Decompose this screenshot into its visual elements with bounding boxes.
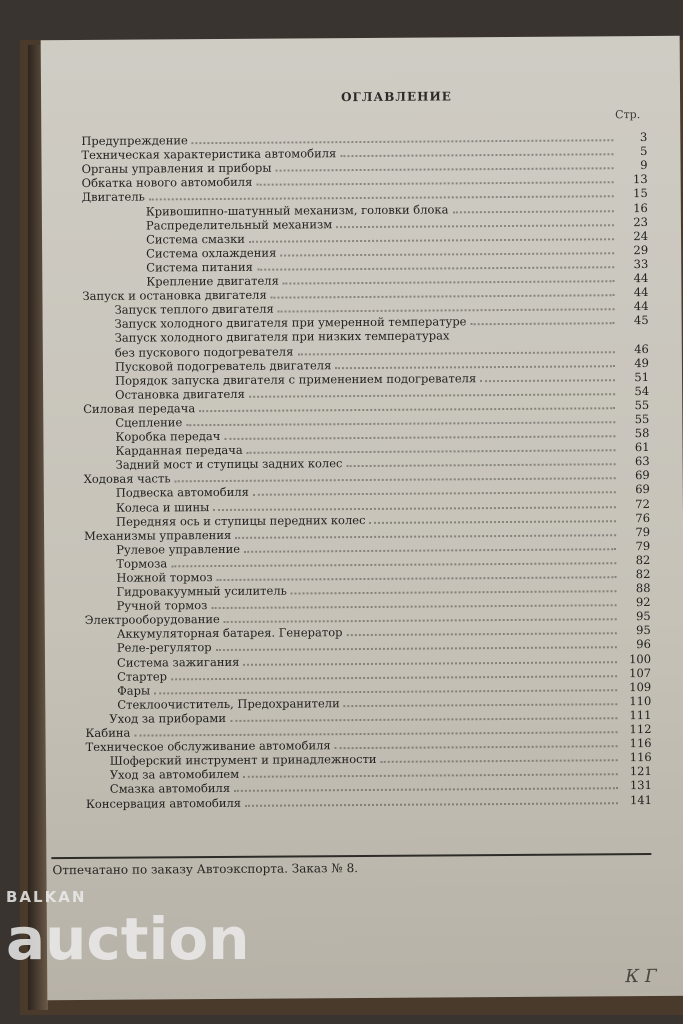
toc-entry-title: Система охлаждения: [146, 245, 277, 261]
imprint-note: Отпечатано по заказу Автоэкспорта. Заказ № 8.: [52, 861, 359, 878]
dot-leader: [154, 689, 617, 694]
dot-leader: [216, 647, 617, 652]
toc-entry-page: 92: [635, 595, 651, 610]
dot-leader: [149, 196, 614, 201]
toc-entry-title: Остановка двигателя: [115, 386, 245, 402]
dot-leader: [175, 478, 616, 483]
toc-entry-title: Ручной тормоз: [116, 598, 208, 613]
toc-entry-title: Техническая характеристика автомобиля: [81, 146, 337, 163]
toc-entry-page: 44: [633, 271, 649, 286]
toc-entry-page: 61: [634, 440, 650, 455]
dot-leader: [452, 210, 613, 213]
toc-entry-page: 51: [634, 369, 650, 384]
toc-entry-page: 109: [629, 679, 652, 694]
toc-entry-page: 111: [629, 707, 652, 723]
toc-entry-page: 82: [635, 566, 651, 582]
dot-leader: [235, 534, 616, 539]
toc-entry-page: 5: [640, 144, 648, 159]
toc-entry-title: Кривошипно-шатунный механизм, головки блока: [145, 201, 449, 219]
dot-leader: [234, 788, 618, 793]
toc-entry-title: Обкатка нового автомобиля: [81, 175, 253, 191]
toc-entry-page: 44: [633, 299, 649, 314]
dot-leader: [230, 717, 617, 722]
toc-entry-page: 46: [634, 341, 649, 356]
dot-leader: [224, 435, 615, 440]
toc-entry-title: Шоферский инструмент и принадлежности: [109, 752, 377, 768]
toc-entry-title: Порядок запуска двигателя с применением подогревателя: [114, 370, 477, 388]
toc-entry-title: Электрооборудование: [84, 612, 220, 628]
toc-entry-page: 76: [635, 510, 651, 525]
dot-leader: [335, 745, 618, 749]
toc-entry-title: Запуск холодного двигателя при умеренной температуре: [114, 314, 467, 332]
toc-entry-page: 95: [636, 609, 651, 624]
page-column-label: Стр.: [615, 108, 641, 122]
toc-entry-title: Предупреждение: [81, 133, 188, 149]
toc-entry-page: 96: [636, 637, 651, 652]
watermark-line2: auction: [6, 905, 250, 973]
dot-leader: [247, 449, 616, 454]
toc-entry-title: Уход за приборами: [109, 710, 227, 726]
dot-leader: [257, 266, 614, 270]
toc-entry-page: 16: [633, 200, 648, 215]
dot-leader: [199, 407, 615, 412]
dot-leader: [224, 619, 617, 624]
book-page: [41, 36, 683, 1000]
dot-leader: [278, 308, 615, 312]
toc-entry-page: 116: [629, 750, 652, 765]
toc-entry-page: 88: [635, 581, 651, 596]
toc-entry-page: 9: [640, 158, 648, 173]
dot-leader: [211, 604, 616, 609]
dot-leader: [280, 252, 614, 256]
toc-entry-title: Техническое обслуживание автомобиля: [85, 738, 331, 755]
toc-entry-page: 55: [634, 411, 650, 427]
toc-entry-title: Реле-регулятор: [116, 640, 212, 656]
dot-leader: [291, 590, 617, 594]
toc-entry-title: Коробка передач: [115, 429, 221, 444]
dot-leader: [256, 182, 613, 186]
dot-leader: [171, 562, 616, 567]
toc-entry-title: Распределительный механизм: [145, 216, 333, 233]
dot-leader: [271, 294, 615, 298]
toc-entry-page: 54: [634, 383, 650, 398]
dot-leader: [470, 323, 614, 326]
toc-entry-page: 95: [636, 623, 651, 638]
toc-entry-title: Фары: [117, 683, 151, 698]
toc-entry-title: Система смазки: [145, 231, 246, 247]
toc-entry-page: 44: [633, 285, 649, 300]
dot-leader: [192, 139, 614, 144]
table-of-contents: [81, 130, 652, 810]
toc-entry-title: Стеклоочиститель, Предохранители: [117, 696, 340, 712]
toc-entry-title: Ножной тормоз: [116, 570, 213, 585]
dot-leader: [283, 280, 615, 284]
toc-entry-title: Подвеска автомобиля: [115, 485, 249, 501]
toc-entry-page: 121: [629, 764, 652, 779]
dot-leader: [186, 421, 615, 426]
dot-leader: [249, 393, 615, 398]
dot-leader: [249, 238, 614, 243]
toc-entry-title: Система питания: [146, 259, 253, 275]
toc-entry-title: Двигатель: [81, 189, 145, 205]
toc-entry-page: 100: [628, 651, 652, 666]
toc-entry-page: 45: [633, 313, 649, 328]
toc-entry-title: Тормоза: [116, 556, 168, 571]
toc-entry-page: 49: [634, 355, 649, 370]
toc-entry-page: 110: [629, 693, 652, 708]
toc-entry-title: Силовая передача: [83, 401, 196, 416]
toc-entry-page: 23: [633, 214, 648, 229]
toc-entry-title: Карданная передача: [115, 442, 243, 458]
toc-entry-title: Ходовая часть: [83, 471, 171, 487]
toc-entry-title: без пускового подогревателя: [114, 343, 294, 360]
toc-entry-page: 79: [635, 524, 651, 539]
toc-entry-title: Задний мост и ступицы задних колес: [115, 456, 343, 472]
toc-entry-page: 58: [634, 426, 650, 441]
dot-leader: [480, 379, 615, 382]
toc-entry-page: 15: [633, 186, 648, 201]
toc-entry-page: 112: [629, 722, 652, 737]
toc-entry-page: 33: [633, 256, 649, 272]
watermark-line1: BALKAN: [6, 888, 87, 906]
dot-leader: [369, 520, 616, 524]
toc-entry-title: Механизмы управления: [84, 527, 232, 543]
dot-leader: [340, 153, 613, 157]
dot-leader: [346, 463, 615, 467]
toc-entry-title: Система зажигания: [116, 654, 240, 670]
toc-entry-title: Пусковой подогреватель двигателя: [114, 357, 332, 374]
toc-entry-title: Крепление двигателя: [146, 273, 279, 289]
toc-entry-page: 69: [635, 482, 650, 497]
toc-entry-page: 29: [633, 242, 649, 257]
toc-entry-title: Сцепление: [115, 415, 183, 430]
toc-entry-title: Стартер: [117, 669, 168, 684]
toc-entry-page: 55: [634, 397, 650, 412]
dot-leader: [344, 703, 618, 707]
dot-leader: [217, 576, 617, 581]
toc-entry-page: 116: [629, 736, 652, 751]
toc-entry-title: Уход за автомобилем: [109, 767, 240, 783]
toc-entry-title: Запуск и остановка двигателя: [82, 287, 267, 304]
dot-leader: [253, 492, 616, 497]
page-title: ОГЛАВЛЕНИЕ: [341, 89, 452, 105]
toc-entry-page: 82: [635, 552, 651, 568]
toc-entry-page: 13: [632, 172, 648, 187]
dot-leader: [335, 365, 615, 369]
dot-leader: [381, 759, 618, 763]
dot-leader: [276, 168, 614, 172]
dot-leader: [244, 548, 616, 553]
dot-leader: [171, 675, 617, 680]
handwritten-note: К Г: [625, 965, 657, 988]
dot-leader: [347, 633, 617, 637]
toc-entry-page: 3: [639, 130, 648, 145]
toc-entry-title: Передняя ось и ступицы передних колес: [115, 512, 366, 529]
toc-entry-title: Рулевое управление: [116, 541, 241, 557]
toc-entry-page: 141: [629, 792, 653, 807]
toc-entry-title: Аккумуляторная батарея. Генератор: [116, 625, 343, 642]
toc-entry-page: 69: [635, 468, 650, 483]
toc-entry-page: 63: [634, 454, 650, 469]
toc-entry-title: Смазка автомобиля: [109, 781, 231, 797]
toc-entry-title: Запуск холодного двигателя при низких температурах: [114, 328, 450, 346]
dot-leader: [336, 224, 614, 228]
dot-leader: [245, 802, 618, 807]
toc-entry-page: 72: [635, 496, 650, 511]
divider: [51, 853, 651, 859]
dot-leader: [243, 774, 618, 779]
watermark-logo: [6, 888, 250, 973]
toc-entry-title: Консервация автомобиля: [85, 795, 242, 811]
toc-entry-page: 107: [629, 665, 652, 680]
toc-entry-title: Кабина: [85, 725, 131, 740]
dot-leader: [243, 661, 617, 666]
toc-entry-page: 131: [629, 778, 652, 793]
toc-entry-title: Гидровакуумный усилитель: [116, 583, 287, 599]
toc-entry-title: Органы управления и приборы: [81, 160, 272, 177]
toc-entry-title: Запуск теплого двигателя: [114, 301, 274, 317]
toc-entry-page: 24: [633, 228, 649, 243]
dot-leader: [213, 506, 616, 511]
toc-entry-page: 79: [635, 538, 651, 553]
toc-entry-title: Колеса и шины: [115, 499, 210, 515]
dot-leader: [297, 351, 615, 355]
